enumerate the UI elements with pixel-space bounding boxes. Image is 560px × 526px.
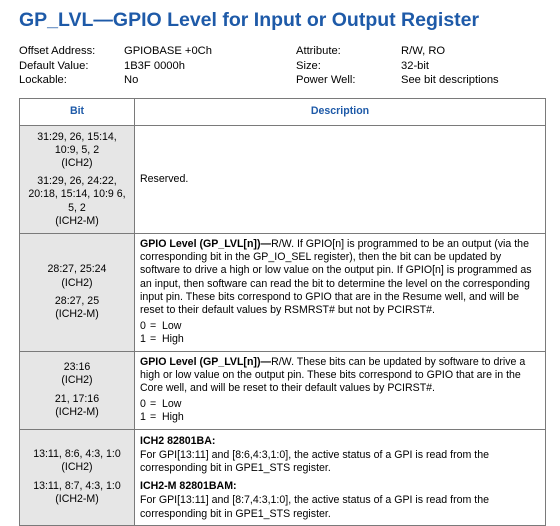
bit-range: 28:27, 25 [54, 294, 100, 307]
value-key: 1 [140, 411, 146, 424]
default-value: 1B3F 0000h [124, 59, 185, 72]
table-row [20, 351, 546, 429]
bit-chip-tag: (ICH2) [61, 156, 93, 169]
bit-chip-tag: (ICH2) [61, 374, 93, 387]
attribute-value: R/W, RO [401, 45, 446, 57]
default-label: Default Value: [19, 59, 89, 72]
offset-value: GPIOBASE +0Ch [124, 45, 212, 57]
description-cell [135, 351, 546, 429]
table-row [20, 125, 546, 233]
power-well-label: Power Well: [296, 74, 356, 86]
subsection-heading: ICH2 82801BA: [140, 434, 216, 447]
table-row [20, 429, 546, 525]
value-meaning: Low [162, 398, 182, 411]
value-list: 0 = Low 1 = High [140, 398, 184, 424]
description-cell [135, 429, 546, 525]
page-title: GP_LVL—GPIO Level for Input or Output Register [19, 9, 480, 31]
bit-cell [20, 429, 135, 525]
value-key: 0 [140, 320, 146, 333]
value-meaning: High [162, 333, 184, 346]
bit-range: 13:11, 8:7, 4:3, 1:0 [33, 479, 121, 492]
power-well-value: See bit descriptions [401, 74, 499, 86]
description-text: Reserved. [140, 172, 189, 185]
value-key: 0 [140, 398, 146, 411]
bit-cell [20, 351, 135, 429]
bit-cell [20, 233, 135, 351]
description-text: R/W. These bits can be updated by software to drive a high or low value on the output pin. These bits correspond to GPIO that are in the Core well, and will be reset to their default values by PCIRST#. [140, 355, 526, 394]
bit-description-table [19, 98, 546, 526]
size-label: Size: [296, 59, 321, 72]
bit-range: 13:11, 8:6, 4:3, 1:0 [33, 448, 121, 461]
description-text: For GPI[13:11] and [8:6,4:3,1:0], the active status of a GPI is read from the corresponding bit in GPE1_STS register. [140, 448, 489, 474]
register-attributes [19, 44, 548, 88]
bit-range: 31:29, 26, 15:14, 10:9, 5, 2 [37, 130, 117, 156]
bit-range: 31:29, 26, 24:22, 20:18, 15:14, 10:9 6, 5, 2 [28, 175, 126, 214]
offset-label: Offset Address: [19, 45, 96, 57]
bit-chip-tag: (ICH2-M) [55, 307, 99, 320]
column-header-bit: Bit [20, 98, 135, 125]
size-value: 32-bit [401, 59, 429, 72]
description-text: R/W. If GPIO[n] is programmed to be an output (via the corresponding bit in the GP_IO_SEL register), then the bit can be updated by software to drive a high or low value on the output pin. If GPIO[n] is programmed as an input, then software can read the bit to determine the level on the corresponding input pin. These bits correspond to GPIO that are in the Resume well, and will be reset to their default values by RSMRST# but not by PCIRST#. [140, 237, 532, 316]
bit-range: 23:16 [63, 361, 91, 374]
column-header-description: Description [135, 98, 546, 125]
table-row [20, 233, 546, 351]
field-name: GPIO Level (GP_LVL[n])— [140, 355, 272, 368]
description-text: For GPI[13:11] and [8:7,4:3,1:0], the active status of a GPI is read from the corresponding bit in GPE1_STS register. [140, 494, 489, 520]
value-meaning: High [162, 411, 184, 424]
value-meaning: Low [162, 320, 182, 333]
subsection-heading: ICH2-M 82801BAM: [140, 480, 237, 493]
bit-cell [20, 125, 135, 233]
bit-chip-tag: (ICH2-M) [55, 214, 99, 227]
lockable-label: Lockable: [19, 74, 67, 86]
value-list: 0 = Low 1 = High [140, 320, 184, 346]
bit-chip-tag: (ICH2) [61, 276, 93, 289]
description-cell [135, 233, 546, 351]
bit-chip-tag: (ICH2-M) [55, 405, 99, 418]
table-header-row [20, 98, 546, 125]
lockable-value: No [124, 74, 139, 86]
value-key: 1 [140, 333, 146, 346]
description-cell [135, 125, 546, 233]
bit-range: 21, 17:16 [54, 392, 100, 405]
bit-chip-tag: (ICH2-M) [55, 492, 99, 505]
bit-range: 28:27, 25:24 [47, 263, 107, 276]
field-name: GPIO Level (GP_LVL[n])— [140, 237, 272, 250]
attribute-label: Attribute: [296, 45, 341, 57]
bit-chip-tag: (ICH2) [61, 461, 93, 474]
